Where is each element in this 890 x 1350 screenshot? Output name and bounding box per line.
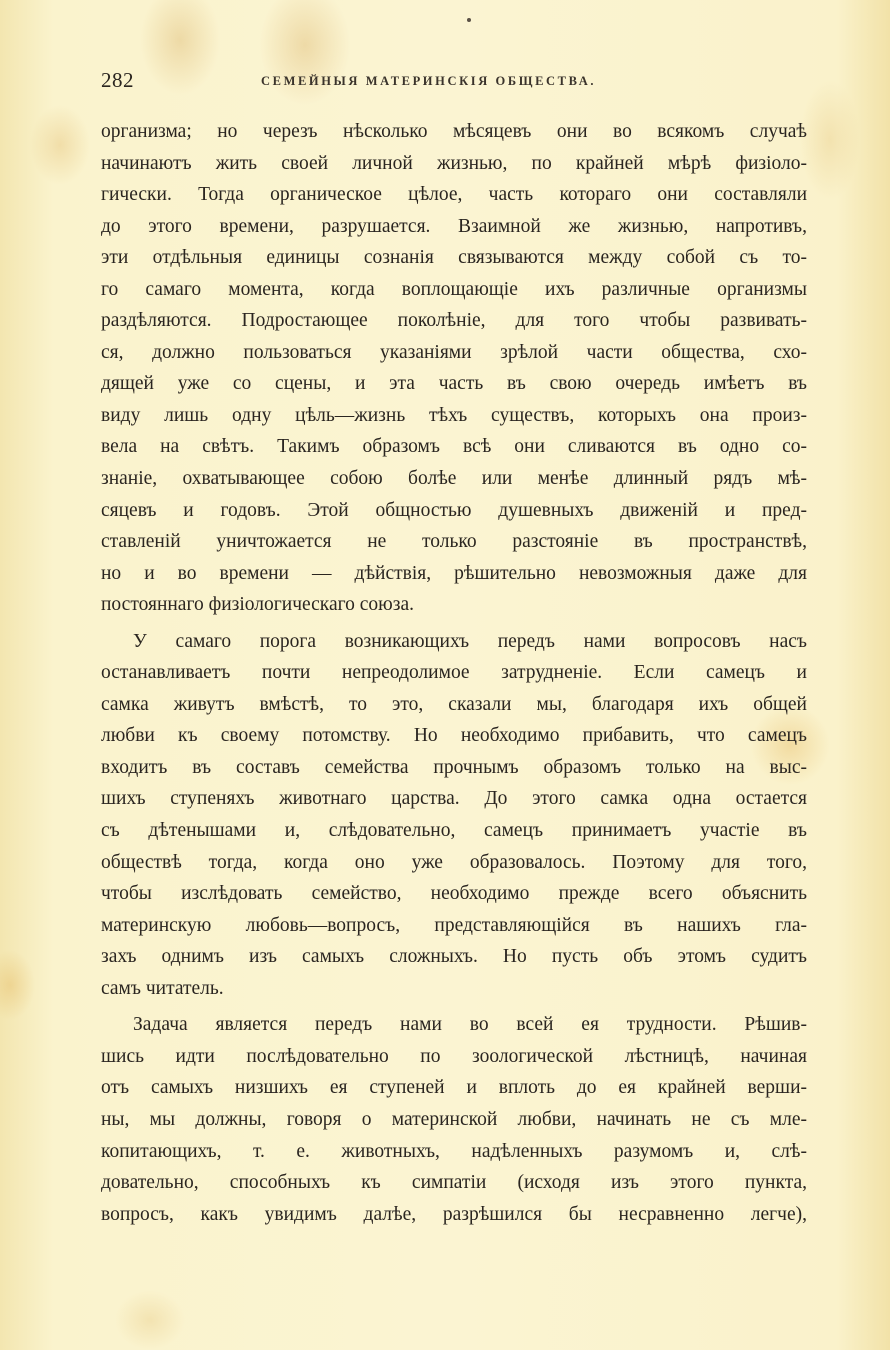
- text-line: виду лишь одну цѣль—жизнь тѣхъ существъ, которыхъ она произ-: [101, 404, 807, 426]
- text-line: Задача является передъ нами во всей ея трудности. Рѣшив-: [133, 1014, 807, 1036]
- page-header: [101, 68, 810, 98]
- text-line: довательно, способныхъ къ симпатіи (исходя изъ этого пункта,: [101, 1172, 807, 1194]
- text-line: захъ однимъ изъ самыхъ сложныхъ. Но пусть объ этомъ судитъ: [101, 946, 807, 968]
- text-line: дящей уже со сцены, и эта часть въ свою очередь имѣетъ въ: [101, 373, 807, 395]
- text-line: входитъ въ составъ семейства прочнымъ образомъ только на выс-: [101, 756, 807, 778]
- text-line: чтобы изслѣдовать семейство, необходимо прежде всего объяснить: [101, 883, 807, 905]
- text-line: останавливаетъ почти непреодолимое затрудненіе. Если самецъ и: [101, 662, 807, 684]
- text-line: самка живутъ вмѣстѣ, то это, сказали мы, благодаря ихъ общей: [101, 693, 807, 715]
- text-line: го самаго момента, когда воплощающіе ихъ различные организмы: [101, 278, 807, 300]
- paragraph-2: [101, 626, 807, 1005]
- text-line: У самаго порога возникающихъ передъ нами вопросовъ насъ: [133, 630, 807, 652]
- text-line: шись идти послѣдовательно по зоологической лѣстницѣ, начиная: [101, 1045, 807, 1067]
- ink-dot: [467, 18, 471, 22]
- running-title: СЕМЕЙНЫЯ МАТЕРИНСКІЯ ОБЩЕСТВА.: [261, 74, 597, 88]
- text-line: обществѣ тогда, когда оно уже образовалось. Поэтому для того,: [101, 851, 807, 873]
- paragraph-1: [101, 116, 807, 621]
- text-line: съ дѣтенышами и, слѣдовательно, самецъ принимаетъ участіе въ: [101, 820, 807, 842]
- text-line: постояннаго физіологическаго союза.: [101, 594, 414, 616]
- paragraph-3: [101, 1009, 807, 1230]
- text-line: до этого времени, разрушается. Взаимной же жизнью, напротивъ,: [101, 215, 807, 237]
- text-line: вопросъ, какъ увидимъ далѣе, разрѣшился бы несравненно легче),: [101, 1203, 807, 1225]
- text-line: эти отдѣльныя единицы сознанія связываются между собой съ то-: [101, 247, 807, 269]
- text-line: сяцевъ и годовъ. Этой общностью душевныхъ движеній и пред-: [101, 499, 807, 521]
- text-line: организма; но черезъ нѣсколько мѣсяцевъ они во всякомъ случаѣ: [101, 121, 807, 142]
- text-line: гически. Тогда органическое цѣлое, часть котораго они составляли: [101, 184, 807, 206]
- text-line: ся, должно пользоваться указаніями зрѣлой части общества, схо-: [101, 341, 807, 363]
- text-line: отъ самыхъ низшихъ ея ступеней и вплоть до ея крайней верши-: [101, 1077, 807, 1099]
- text-line: вела на свѣтъ. Такимъ образомъ всѣ они сливаются въ одно со-: [101, 436, 807, 458]
- body-text: [101, 116, 807, 1230]
- text-line: начинаютъ жить своей личной жизнью, по крайней мѣрѣ физіоло-: [101, 152, 807, 174]
- text-line: ставленій уничтожается не только разстояніе въ пространствѣ,: [101, 531, 807, 553]
- text-line: раздѣляются. Подростающее поколѣніе, для того чтобы развивать-: [101, 310, 807, 332]
- text-line: материнскую любовь—вопросъ, представляющійся въ нашихъ гла-: [101, 914, 807, 936]
- text-line: знаніе, охватывающее собою болѣе или менѣе длинный рядъ мѣ-: [101, 468, 807, 490]
- text-line: копитающихъ, т. е. животныхъ, надѣленныхъ разумомъ и, слѣ-: [101, 1140, 807, 1162]
- text-line: любви къ своему потомству. Но необходимо прибавить, что самецъ: [101, 725, 807, 747]
- page-number: 282: [101, 68, 134, 92]
- text-line: самъ читатель.: [101, 977, 224, 999]
- text-line: ны, мы должны, говоря о материнской любви, начинать не съ мле-: [101, 1108, 807, 1130]
- text-line: но и во времени — дѣйствія, рѣшительно невозможныя даже для: [101, 562, 807, 584]
- text-line: шихъ ступеняхъ животнаго царства. До этого самка одна остается: [101, 788, 807, 810]
